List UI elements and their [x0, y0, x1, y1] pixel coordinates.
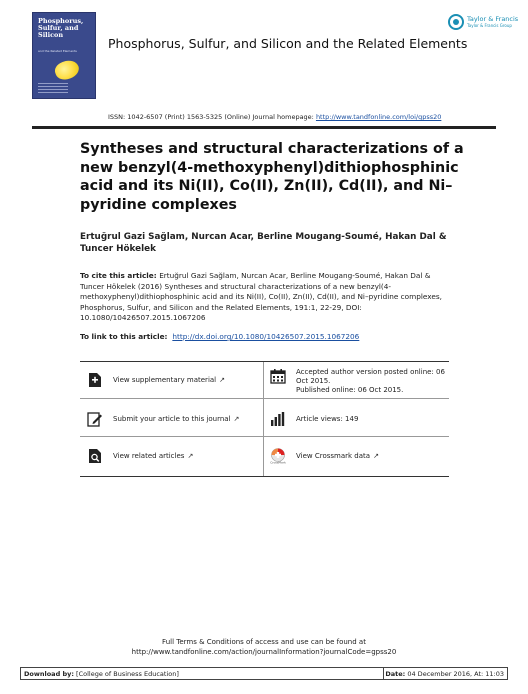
download-info-bar: [20, 667, 508, 680]
journal-cover-image[interactable]: [32, 12, 96, 99]
published-date: Published online: 06 Oct 2015.: [296, 386, 404, 394]
view-supplementary-material-link[interactable]: [87, 372, 225, 388]
cover-subtitle: and the Related Elements: [38, 49, 77, 53]
article-info-box: [80, 361, 449, 477]
pencil-icon: [87, 411, 103, 427]
external-link-icon: ↗: [219, 376, 225, 384]
publisher-logo[interactable]: [448, 14, 518, 30]
view-crossmark-link[interactable]: [270, 448, 379, 464]
accepted-date-line1: Accepted author version posted online: 06: [296, 368, 445, 376]
article-authors: Ertuğrul Gazi Sağlam, Nurcan Acar, Berline Mougang-Soumé, Hakan Dal & Tuncer Hökelek: [80, 232, 447, 254]
submit-label: Submit your article to this journal: [113, 415, 231, 423]
view-related-articles-link[interactable]: [87, 448, 193, 464]
submit-article-link[interactable]: [87, 411, 239, 427]
download-bar-divider: [383, 668, 384, 679]
crossmark-icon: [270, 448, 286, 464]
download-date: [385, 670, 504, 678]
download-by-label: Download by:: [24, 670, 74, 678]
download-by-value: [College of Business Education]: [73, 670, 179, 678]
cover-text-lines: [38, 83, 68, 93]
article-views: [270, 411, 358, 427]
supplementary-label: View supplementary material: [113, 376, 217, 384]
crossmark-label: View Crossmark data: [296, 452, 371, 460]
calendar-icon: [270, 368, 286, 384]
info-box-column-divider: [263, 362, 264, 476]
crossmark-logo-text: CrossMark: [270, 460, 286, 464]
publication-dates: [270, 368, 445, 395]
search-document-icon: [87, 448, 103, 464]
citation-block: [80, 271, 450, 324]
download-by: [24, 670, 179, 678]
journal-homepage-link[interactable]: http://www.tandfonline.com/loi/gpss20: [315, 113, 442, 121]
info-box-row-divider: [80, 436, 449, 437]
cover-title: Phosphorus, Sulfur, and Silicon: [38, 17, 84, 39]
citation-label: To cite this article:: [80, 271, 160, 280]
terms-url[interactable]: http://www.tandfonline.com/action/journalInformation?journalCode=gpss20: [131, 647, 397, 656]
link-label: To link to this article:: [80, 332, 171, 341]
info-box-row-divider: [80, 398, 449, 399]
article-doi-link[interactable]: http://dx.doi.org/10.1080/10426507.2015.1067206: [172, 332, 360, 341]
header-divider: [32, 126, 496, 129]
issn-line: [108, 113, 441, 121]
cover-crystal-illustration: [53, 57, 82, 82]
taylor-francis-logo-icon: [448, 14, 464, 30]
external-link-icon: ↗: [187, 452, 194, 460]
external-link-icon: ↗: [373, 452, 379, 460]
download-date-value: 04 December 2016, At: 11:03: [405, 670, 504, 678]
issn-text: ISSN: 1042-6507 (Print) 1563-5325 (Online) Journal homepage:: [108, 113, 316, 121]
article-link-line: [80, 332, 359, 341]
journal-title: Phosphorus, Sulfur, and Silicon and the Related Elements: [108, 36, 468, 51]
article-title: Syntheses and structural characterizations of a new benzyl(4-methoxyphenyl)dithiophosphinic acid and its Ni(II), Co(II), Zn(II), Cd(II), and Ni–pyridine complexes: [80, 141, 464, 213]
related-label: View related articles: [113, 452, 185, 460]
bar-chart-icon: [270, 411, 286, 427]
download-date-label: Date:: [385, 670, 406, 678]
terms-line1: Full Terms & Conditions of access and use can be found at: [162, 638, 366, 646]
terms-footer: [0, 638, 528, 657]
external-link-icon: ↗: [233, 415, 240, 423]
publisher-name: Taylor & Francis: [467, 15, 519, 23]
document-plus-icon: [87, 372, 103, 388]
citation-text: Ertuğrul Gazi Sağlam, Nurcan Acar, Berline Mougang-Soumé, Hakan Dal & Tuncer Hökelek (2016) Syntheses and structural characterizations of a new benzyl(4-methoxyphenyl)dithiophosphinic acid and its Ni(II), Co(II), Zn(II), Cd(II), and Ni–pyridine complexes, Phosphorus, Sulfur, and Silicon and the Related Elements, 191:1, 22-29, DOI: 10.1080/10426507.2015.1067206: [80, 271, 442, 322]
views-label: Article views: 149: [296, 415, 359, 423]
accepted-date-line2: Oct 2015.: [296, 377, 331, 385]
publisher-tagline: Taylor & Francis Group: [467, 23, 512, 28]
dates-text: [296, 368, 445, 395]
